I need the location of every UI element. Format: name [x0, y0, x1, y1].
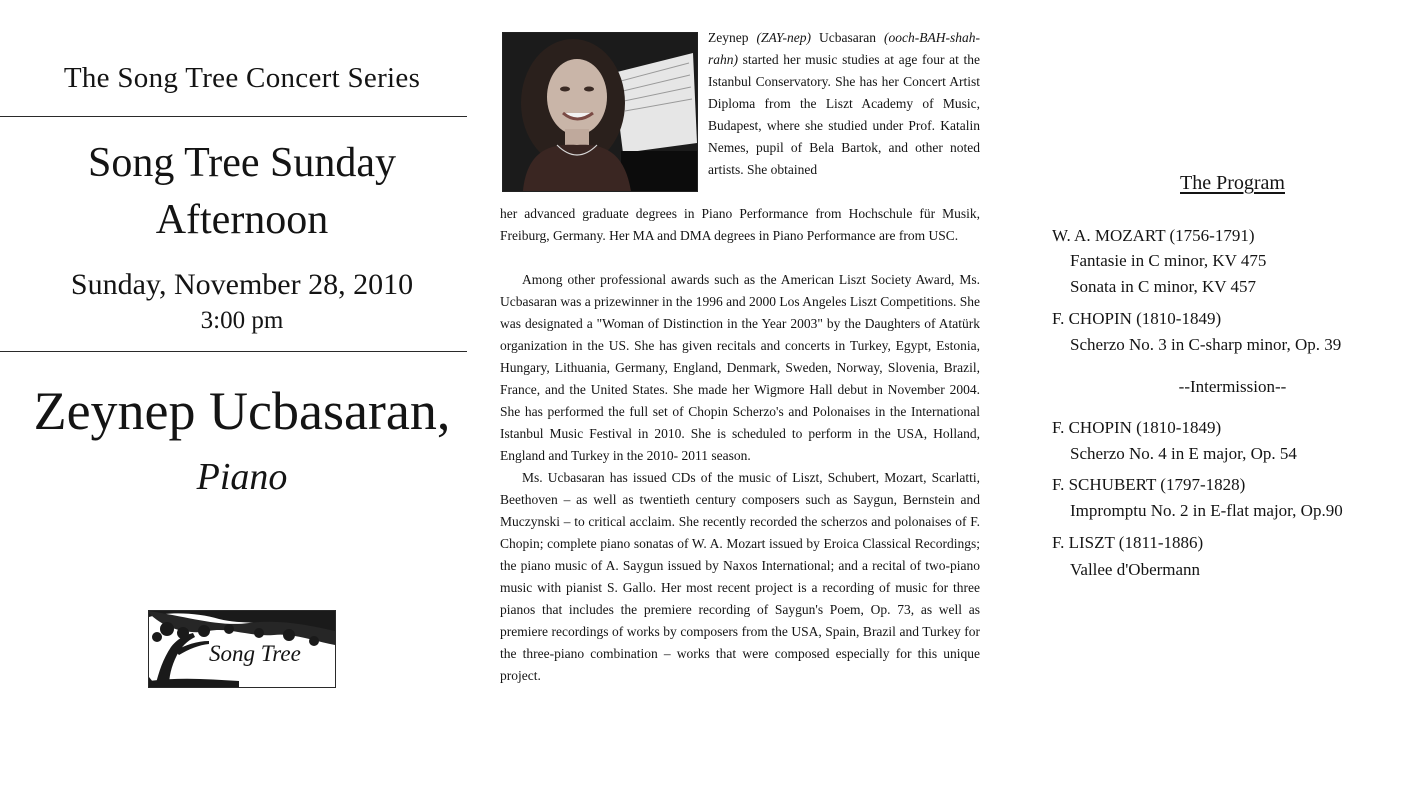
song-tree-logo [148, 610, 336, 688]
bio-lead-rest: started her music studies at age four at the Istanbul Conservatory. She has her Concert Artist Diploma from the Liszt Academy of Music, Budapest, where she studied under Prof. Katalin Nemes, pupil of Bela Bartok, and other noted artists. She obtained [708, 52, 980, 177]
bio-paragraph-awards: Among other professional awards such as the American Liszt Society Award, Ms. Ucbasaran was a prizewinner in the 1996 and 2000 Los Angeles Liszt Competitions. She was designated a "Woman of Distinction in the Year 2003" by the Daughters of Atatürk organization in the US. She has given recitals and concerts in Turkey, Egypt, Estonia, Hungary, Lithuania, Germany, England, Denmark, Sweden, Norway, Slovenia, Brazil, France, and the United States. She made her Wigmore Hall debut in November 2004. She has performed the full set of Chopin Scherzo's and Polonaises in the International Istanbul Music Festival in 2010. She is scheduled to perform in the USA, Holland, England and Turkey in the 2010- 2011 season. [500, 272, 980, 463]
program-work-mozart-sonata: Sonata in C minor, KV 457 [1070, 277, 1257, 296]
biography-panel [498, 0, 980, 800]
program-work-schubert-impromptu: Impromptu No. 2 in E-flat major, Op.90 [1070, 501, 1343, 520]
bio-lead-name: Zeynep [708, 30, 749, 45]
program-work-mozart-fantasie: Fantasie in C minor, KV 475 [1070, 251, 1267, 270]
event-title [0, 135, 484, 249]
performer-photo [502, 32, 698, 192]
performer-instrument: Piano [196, 456, 288, 498]
divider-top [0, 116, 467, 117]
program-composer-mozart: W. A. MOZART (1756-1791) [1052, 226, 1255, 245]
bio-lead-continuation: her advanced graduate degrees in Piano Performance from Hochschule für Musik, Freiburg, Germany. Her MA and DMA degrees in Piano Performance are from USC. [500, 206, 980, 243]
bio-body [500, 269, 980, 687]
bio-paragraph-recordings: Ms. Ucbasaran has issued CDs of the music of Liszt, Schubert, Mozart, Scarlatti, Beethoven – as well as twentieth century composers such as Saygun, Bernstein and Muczynski – to critical acclaim. She recently recorded the scherzos and polonaises of F. Chopin; complete piano sonatas of W. A. Mozart issued by Eroica Classical Recordings; the piano music of A. Saygun issued by Naxos International; and a recital of two-piano music with pianist S. Gallo. Her most recent project is a recording of music for three pianos that includes the premiere recording of Saygun's Poem, Op. 73, as well as premiere recordings of works by composers from the USA, Spain, Brazil and Turkey for the three-piano combination – works that were composed especially for this unique project. [500, 470, 980, 683]
event-title-line1: Song Tree Sunday [87, 140, 397, 186]
program-intermission: --Intermission-- [1178, 377, 1287, 396]
event-title-line2: Afternoon [155, 197, 329, 243]
program-composer-liszt: F. LISZT (1811-1886) [1052, 533, 1204, 552]
program-work-chopin-scherzo3: Scherzo No. 3 in C-sharp minor, Op. 39 [1070, 335, 1342, 354]
program-composer-chopin-1: F. CHOPIN (1810-1849) [1052, 309, 1222, 328]
program-work-liszt-vallee: Vallee d'Obermann [1070, 560, 1201, 579]
bio-lead-surname: Ucbasaran [819, 30, 877, 45]
divider-bottom [0, 351, 467, 352]
cover-panel [0, 0, 470, 800]
bio-pronunciation-surname: (ooch-BAH-shah-rahn) [708, 30, 981, 67]
bio-lead-paragraph [708, 27, 980, 181]
event-time: 3:00 pm [200, 307, 284, 334]
program-panel [1040, 0, 1417, 800]
program-work-chopin-scherzo4: Scherzo No. 4 in E major, Op. 54 [1070, 444, 1297, 463]
program-composer-schubert: F. SCHUBERT (1797-1828) [1052, 475, 1246, 494]
program-composer-chopin-2: F. CHOPIN (1810-1849) [1052, 418, 1222, 437]
event-date: Sunday, November 28, 2010 [70, 268, 414, 301]
series-title: The Song Tree Concert Series [63, 62, 421, 94]
performer-name: Zeynep Ucbasaran, [33, 381, 451, 441]
bio-pronunciation-first: (ZAY-nep) [756, 30, 812, 45]
portrait-image [503, 33, 697, 191]
program-heading: The Program [1180, 172, 1285, 194]
logo-text: Song Tree [209, 641, 301, 666]
